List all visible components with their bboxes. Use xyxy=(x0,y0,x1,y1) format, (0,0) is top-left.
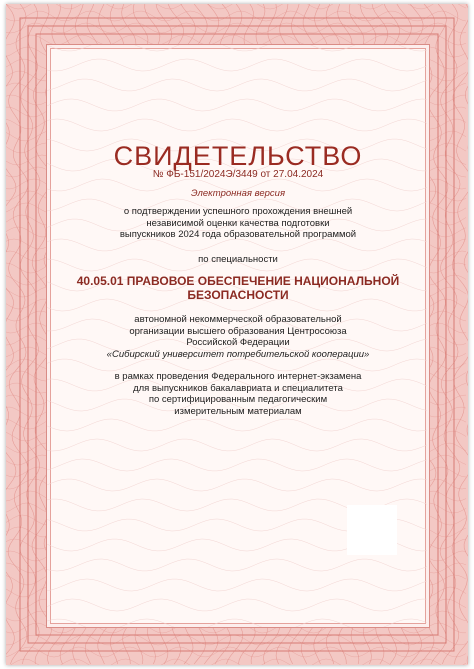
electronic-version-label: Электронная версия xyxy=(190,188,286,199)
framework-line: в рамках проведения Федерального интернет-экзамена xyxy=(114,371,362,382)
certificate-body xyxy=(46,44,430,628)
framework-text xyxy=(77,371,399,417)
certificate-number: № ФБ-151/2024Э/3449 от 27.04.2024 xyxy=(152,169,324,180)
confirmation-line: выпускников 2024 года образовательной программой xyxy=(119,229,357,240)
university-name: «Сибирский университет потребительской кооперации» xyxy=(106,348,370,360)
framework-line: измерительным материалам xyxy=(174,405,302,417)
specialty-name xyxy=(67,274,409,302)
organization-text xyxy=(77,314,399,360)
confirmation-line: независимой оценки качества подготовки xyxy=(146,217,330,229)
certificate-page xyxy=(6,4,468,665)
framework-line: для выпускников бакалавриата и специалитета xyxy=(133,382,343,394)
organization-line: организации высшего образования Центросоюза xyxy=(129,325,347,337)
framework-line: по сертифицированным педагогическим xyxy=(148,394,328,405)
specialty-line: БЕЗОПАСНОСТИ xyxy=(187,288,289,302)
specialty-line: 40.05.01 ПРАВОВОЕ ОБЕСПЕЧЕНИЕ НАЦИОНАЛЬНОЙ xyxy=(76,274,400,288)
organization-line: Российской Федерации xyxy=(186,337,290,348)
certificate-title: СВИДЕТЕЛЬСТВО xyxy=(113,141,363,171)
by-specialty-label: по специальности xyxy=(198,254,278,265)
confirmation-text xyxy=(77,206,399,241)
qr-code xyxy=(347,505,397,555)
confirmation-line: о подтверждении успешного прохождения внешней xyxy=(123,206,353,217)
organization-line: автономной некоммерческой образовательной xyxy=(134,314,342,325)
